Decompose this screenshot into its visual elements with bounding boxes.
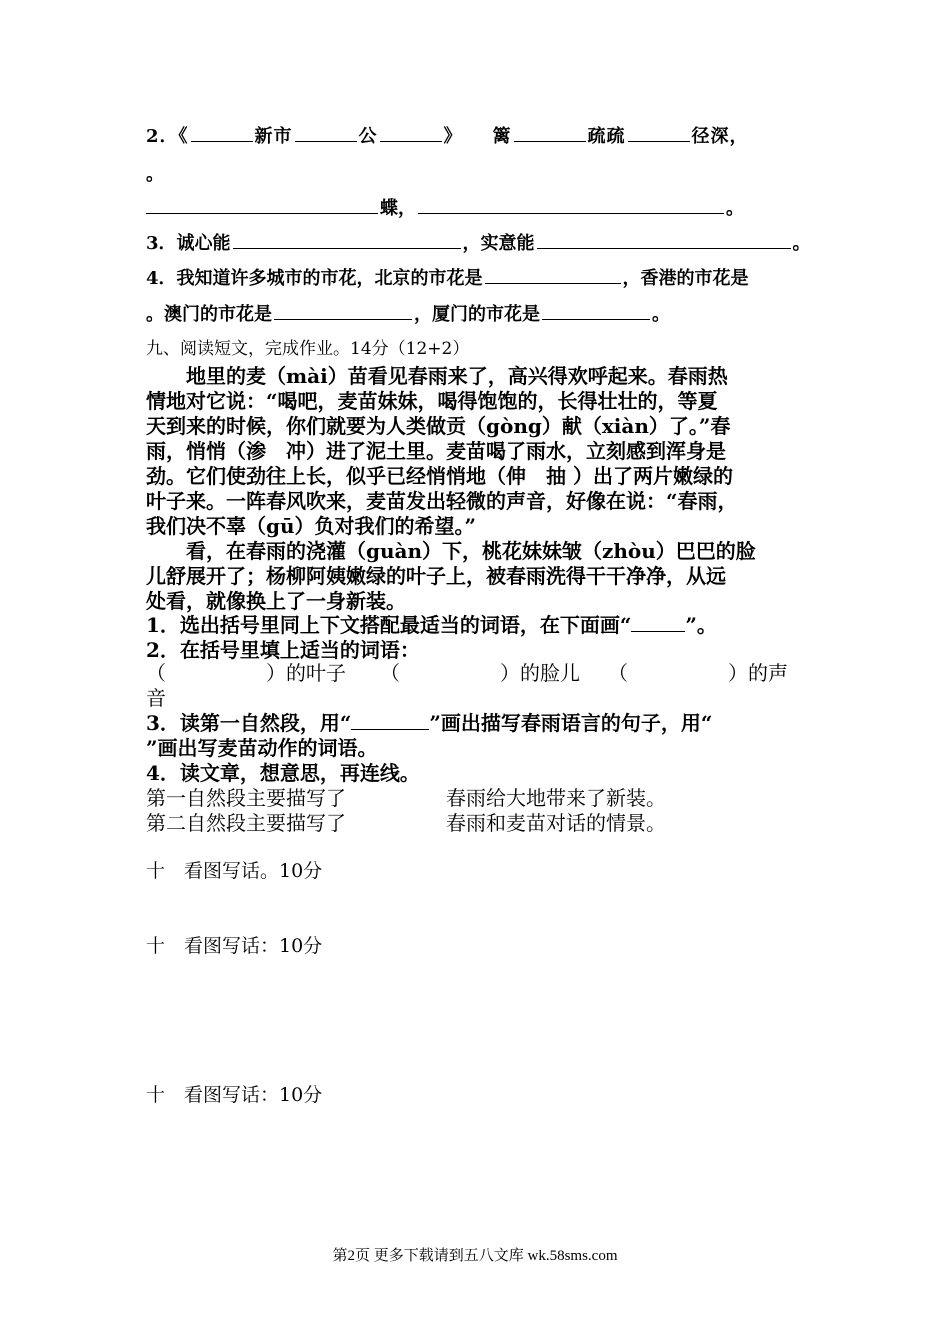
q10-heading-2: 十 看图写话：10分 <box>146 935 323 957</box>
q8-line2: 2．《 新市 公 》 篱 疏疏 径深， <box>146 126 749 147</box>
q9-task4: 4．读文章，想意思，再连线。 <box>146 761 420 785</box>
page-footer: 第2页 更多下载请到五八文库 wk.58sms.com <box>332 1248 618 1264</box>
passage-line: 情地对它说：“喝吧，麦苗妹妹，喝得饱饱的，长得壮壮的，等夏 <box>146 389 718 413</box>
q8-line4b: 。澳门的市花是 ，厦门的市花是 。 <box>146 304 670 325</box>
match-left-1: 第一自然段主要描写了 <box>146 786 346 810</box>
q9-task2: 2．在括号里填上适当的词语： <box>146 638 420 662</box>
q9-fill-wrap: 音 <box>146 686 166 710</box>
q10-heading-1: 十 看图写话。10分 <box>146 860 323 882</box>
q9-task1: 1．选出括号里同上下文搭配最适当的词语，在下面画“ ”。 <box>146 613 717 637</box>
passage-line: 处看，就像换上了一身新装。 <box>146 589 406 613</box>
passage-line: 儿舒展开了；杨柳阿姨嫩绿的叶子上，被春雨洗得干干净净，从远 <box>146 564 726 588</box>
q8-line2b: 。 <box>146 164 164 185</box>
fill-face: （ ）的脸儿 <box>380 661 580 685</box>
q8-line4: 4．我知道许多城市的市花，北京的市花是 ，香港的市花是 <box>146 268 749 289</box>
match-left-2: 第二自然段主要描写了 <box>146 811 346 835</box>
passage-line: 劲。它们使劲往上长，似乎已经悄悄地（伸 抽 ）出了两片嫩绿的 <box>146 464 733 488</box>
q9-fill-row <box>146 663 788 683</box>
passage-line: 天到来的时候，你们就要为人类做贡（gòng）献（xiàn）了。”春 <box>146 414 731 438</box>
fill-sound: （ ）的声 <box>608 661 788 685</box>
q9-task3b: ”画出写麦苗动作的词语。 <box>146 736 378 760</box>
q9-heading: 九、阅读短文，完成作业。14分（12+2） <box>146 339 470 359</box>
passage-line: 地里的麦（mài）苗看见春雨来了，高兴得欢呼起来。春雨热 <box>146 364 728 388</box>
passage-line: 雨，悄悄（渗 冲）进了泥土里。麦苗喝了雨水，立刻感到浑身是 <box>146 439 726 463</box>
q8-line2-num: 2．《 <box>146 126 189 147</box>
passage-line: 叶子来。一阵春风吹来，麦苗发出轻微的声音，好像在说：“春雨， <box>146 489 738 513</box>
q9-task3: 3．读第一自然段，用“ ”画出描写春雨语言的句子，用“ <box>146 711 713 735</box>
fill-leaves: （ ）的叶子 <box>146 661 346 685</box>
q8-line2c: 蝶， 。 <box>146 200 744 218</box>
match-right-2: 春雨和麦苗对话的情景。 <box>446 811 666 835</box>
q10-heading-3: 十 看图写话：10分 <box>146 1084 323 1106</box>
match-right-1: 春雨给大地带来了新装。 <box>446 786 666 810</box>
passage-line: 看，在春雨的浇灌（guàn）下，桃花妹妹皱（zhòu）巴巴的脸 <box>146 539 756 563</box>
passage-line: 我们决不辜（gū）负对我们的希望。” <box>146 514 477 538</box>
q8-line3: 3．诚心能 ，实意能 。 <box>146 233 811 254</box>
